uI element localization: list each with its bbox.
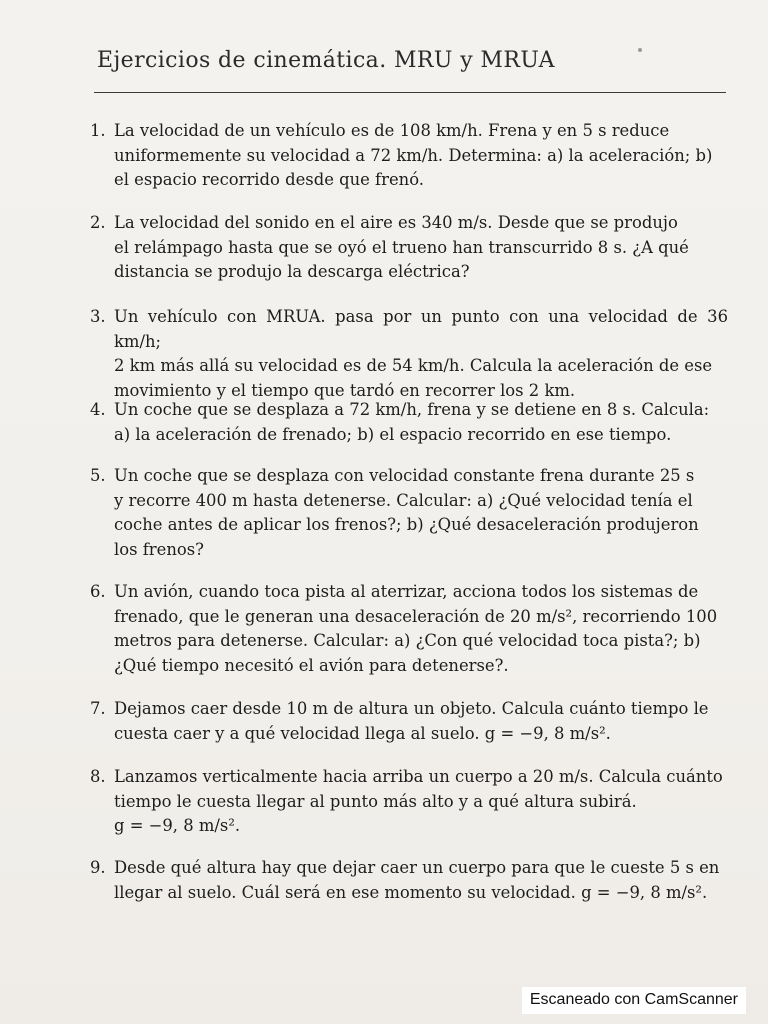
exercise-text — [114, 211, 728, 285]
exercise-line: Desde qué altura hay que dejar caer un cuerpo para que le cueste 5 s en — [114, 858, 720, 877]
exercise-text — [114, 856, 728, 905]
exercise-item — [90, 119, 728, 193]
exercise-item — [90, 765, 728, 839]
title-divider — [94, 92, 726, 93]
exercise-text — [114, 765, 728, 839]
exercise-line: llegar al suelo. Cuál será en ese momento su velocidad. g = −9, 8 m/s². — [114, 882, 708, 902]
exercise-text — [114, 398, 728, 447]
exercise-item — [90, 856, 728, 905]
exercise-number: 2. — [90, 213, 106, 232]
exercise-item — [90, 697, 728, 746]
exercise-number: 4. — [90, 400, 106, 419]
exercise-text — [114, 119, 728, 193]
exercise-text — [114, 580, 728, 678]
exercise-line: g = −9, 8 m/s². — [114, 816, 241, 835]
exercise-line: los frenos? — [114, 539, 204, 559]
exercise-line: Un vehículo con MRUA. pasa por un punto con una velocidad de 36 km/h; — [114, 307, 728, 351]
exercise-line: el relámpago hasta que se oyó el trueno han transcurrido 8 s. ¿A qué — [114, 237, 689, 257]
exercise-number: 3. — [90, 307, 106, 326]
scan-speck — [638, 48, 642, 52]
exercise-number: 7. — [90, 699, 106, 718]
exercise-item — [90, 211, 728, 285]
exercise-line: coche antes de aplicar los frenos?; b) ¿Qué desaceleración produjeron — [114, 515, 699, 534]
exercise-text — [114, 697, 728, 746]
exercise-line: La velocidad del sonido en el aire es 340 m/s. Desde que se produjo — [114, 213, 678, 232]
exercise-line: y recorre 400 m hasta detenerse. Calcular: a) ¿Qué velocidad tenía el — [114, 490, 693, 510]
exercise-text — [114, 305, 728, 403]
watermark-text: Escaneado con CamScanner — [529, 991, 738, 1008]
exercise-number: 1. — [90, 121, 106, 140]
document-title — [97, 48, 555, 73]
exercise-line: 2 km más allá su velocidad es de 54 km/h. Calcula la aceleración de ese — [114, 356, 713, 375]
document-title-text: Ejercicios de cinemática. MRU y MRUA — [97, 48, 555, 73]
exercise-line: movimiento y el tiempo que tardó en recorrer los 2 km. — [114, 380, 576, 400]
exercise-line: metros para detenerse. Calcular: a) ¿Con qué velocidad toca pista?; b) — [114, 631, 701, 650]
exercise-number: 9. — [90, 858, 106, 877]
exercise-line: Un coche que se desplaza a 72 km/h, frena y se detiene en 8 s. Calcula: — [114, 400, 710, 419]
exercise-item — [90, 398, 728, 447]
exercise-line: uniformemente su velocidad a 72 km/h. Determina: a) la aceleración; b) — [114, 145, 713, 165]
exercise-line: La velocidad de un vehículo es de 108 km/h. Frena y en 5 s reduce — [114, 121, 670, 140]
exercise-number: 8. — [90, 767, 106, 786]
exercise-line: Dejamos caer desde 10 m de altura un objeto. Calcula cuánto tiempo le — [114, 699, 709, 718]
exercise-line: el espacio recorrido desde que frenó. — [114, 170, 425, 189]
exercise-number: 6. — [90, 582, 106, 601]
exercise-line: Un coche que se desplaza con velocidad constante frena durante 25 s — [114, 466, 695, 485]
exercise-line: tiempo le cuesta llegar al punto más alto y a qué altura subirá. — [114, 791, 637, 811]
exercise-text — [114, 464, 728, 562]
exercise-number: 5. — [90, 466, 106, 485]
exercise-item — [90, 580, 728, 678]
exercise-line: Un avión, cuando toca pista al aterrizar, acciona todos los sistemas de — [114, 582, 699, 601]
exercise-line: Lanzamos verticalmente hacia arriba un cuerpo a 20 m/s. Calcula cuánto — [114, 767, 723, 786]
exercise-line: cuesta caer y a qué velocidad llega al suelo. g = −9, 8 m/s². — [114, 723, 611, 743]
exercise-line: distancia se produjo la descarga eléctrica? — [114, 262, 470, 281]
exercise-item — [90, 464, 728, 562]
exercise-line: a) la aceleración de frenado; b) el espacio recorrido en ese tiempo. — [114, 424, 672, 444]
exercise-line: frenado, que le generan una desaceleración de 20 m/s², recorriendo 100 — [114, 606, 718, 626]
exercise-item — [90, 305, 728, 403]
exercise-line: ¿Qué tiempo necesitó el avión para detenerse?. — [114, 655, 509, 675]
camscanner-watermark — [522, 987, 746, 1014]
